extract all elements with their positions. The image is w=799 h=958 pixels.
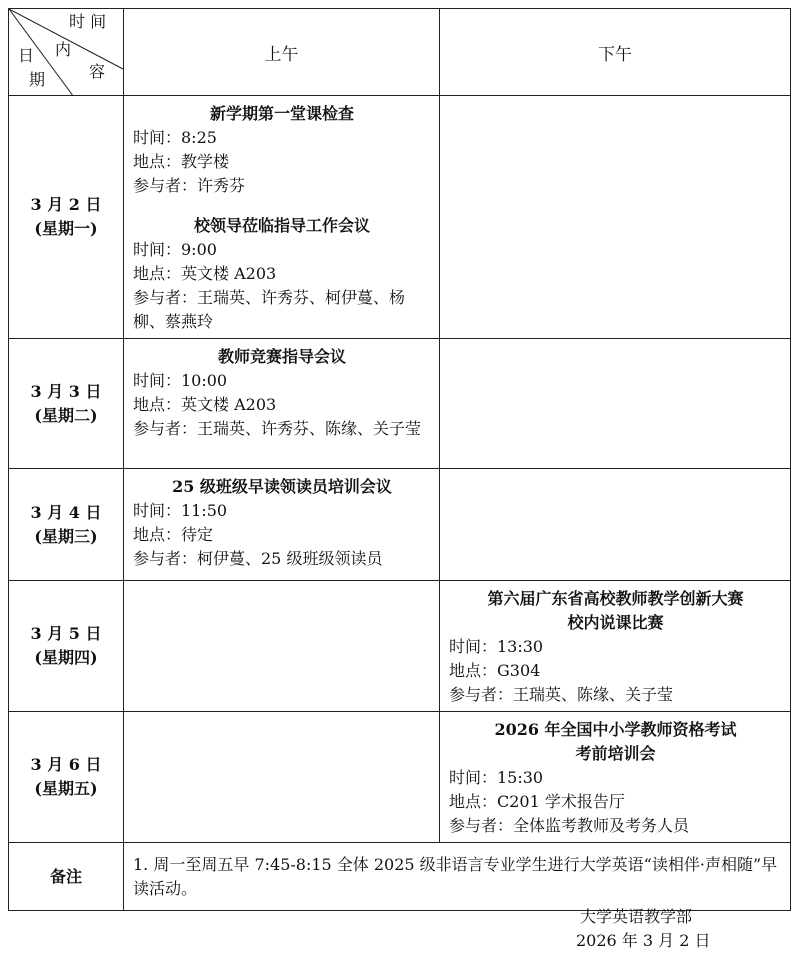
date-label: 3 月 5 日 bbox=[30, 624, 102, 643]
corner-content-label-2: 容 bbox=[89, 62, 106, 81]
event-place: 地点：教学楼 bbox=[133, 152, 230, 171]
remarks-row bbox=[9, 843, 791, 911]
morning-cell bbox=[124, 339, 440, 469]
afternoon-cell bbox=[440, 469, 791, 581]
date-cell bbox=[9, 469, 124, 581]
weekday-label: (星期五) bbox=[34, 779, 98, 798]
event-participants: 参与者：许秀芬 bbox=[133, 176, 246, 195]
event bbox=[449, 718, 782, 838]
event bbox=[133, 214, 431, 334]
event-title: 25 级班级早读领读员培训会议 bbox=[172, 477, 392, 496]
event-title-line-2: 考前培训会 bbox=[575, 744, 656, 763]
date-label: 3 月 3 日 bbox=[30, 381, 102, 401]
weekday-label: (星期一) bbox=[34, 219, 98, 238]
event-time: 时间：15:30 bbox=[449, 768, 544, 787]
day-row bbox=[9, 339, 791, 469]
corner-time-label: 时 间 bbox=[69, 12, 107, 31]
event-time: 时间：10:00 bbox=[133, 371, 228, 390]
date-cell bbox=[9, 712, 124, 843]
event-place: 地点：英文楼 A203 bbox=[133, 395, 277, 414]
event-participants: 参与者：王瑞英、陈缘、关子莹 bbox=[449, 685, 674, 704]
weekday-label: (星期二) bbox=[34, 405, 98, 425]
corner-cell bbox=[9, 9, 124, 96]
date-label: 3 月 2 日 bbox=[30, 195, 102, 214]
footer-department: 大学英语教学部 bbox=[580, 907, 693, 926]
event-title: 校领导莅临指导工作会议 bbox=[193, 216, 370, 235]
day-row bbox=[9, 96, 791, 339]
afternoon-cell bbox=[440, 339, 791, 469]
event bbox=[133, 475, 431, 571]
afternoon-cell bbox=[440, 96, 791, 339]
event bbox=[133, 102, 431, 198]
schedule-table bbox=[8, 8, 791, 911]
event-place: 地点：英文楼 A203 bbox=[133, 264, 277, 283]
corner-date-label-2: 期 bbox=[29, 70, 46, 89]
day-row bbox=[9, 469, 791, 581]
morning-cell bbox=[124, 96, 440, 339]
date-cell bbox=[9, 96, 124, 339]
event-title-line-2: 校内说课比赛 bbox=[567, 613, 664, 632]
event-place: 地点：C201 学术报告厅 bbox=[449, 792, 625, 811]
event-title-line-1: 第六届广东省高校教师教学创新大赛 bbox=[487, 589, 744, 608]
event-place: 地点：G304 bbox=[449, 661, 541, 680]
morning-cell bbox=[124, 469, 440, 581]
event-time: 时间：9:00 bbox=[133, 240, 217, 259]
remarks-text: 1. 周一至周五早 7:45-8:15 全体 2025 级非语言专业学生进行大学英语“读相伴·声相随”早读活动。 bbox=[124, 843, 791, 911]
morning-cell bbox=[124, 712, 440, 843]
remarks-label: 备注 bbox=[9, 843, 124, 911]
event-title: 新学期第一堂课检查 bbox=[209, 104, 354, 123]
date-cell bbox=[9, 581, 124, 712]
event-time: 时间：8:25 bbox=[133, 128, 217, 147]
event bbox=[449, 587, 782, 707]
morning-cell bbox=[124, 581, 440, 712]
day-row bbox=[9, 712, 791, 843]
date-cell bbox=[9, 339, 124, 469]
event-title-line-1: 2026 年全国中小学教师资格考试 bbox=[494, 720, 737, 739]
event-title: 教师竞赛指导会议 bbox=[217, 347, 346, 366]
event bbox=[133, 345, 431, 441]
event-time: 时间：11:50 bbox=[133, 501, 228, 520]
date-label: 3 月 4 日 bbox=[30, 502, 102, 522]
event-participants: 参与者：柯伊蔓、25 级班级领读员 bbox=[133, 549, 383, 568]
header-afternoon: 下午 bbox=[440, 9, 791, 96]
event-participants: 参与者：全体监考教师及考务人员 bbox=[449, 816, 690, 835]
event-place: 地点：待定 bbox=[133, 525, 214, 544]
corner-date-label-1: 日 bbox=[18, 46, 35, 65]
header-row bbox=[9, 9, 791, 96]
weekday-label: (星期三) bbox=[34, 526, 98, 546]
afternoon-cell bbox=[440, 581, 791, 712]
event-time: 时间：13:30 bbox=[449, 637, 544, 656]
day-row bbox=[9, 581, 791, 712]
event-participants: 参与者：王瑞英、许秀芬、陈缘、关子莹 bbox=[133, 419, 422, 438]
corner-content-label-1: 内 bbox=[55, 40, 72, 59]
afternoon-cell bbox=[440, 712, 791, 843]
header-morning: 上午 bbox=[124, 9, 440, 96]
footer-date: 2026 年 3 月 2 日 bbox=[576, 931, 711, 950]
event-participants: 参与者：王瑞英、许秀芬、柯伊蔓、杨柳、蔡燕玲 bbox=[133, 288, 406, 331]
date-label: 3 月 6 日 bbox=[30, 755, 102, 774]
weekday-label: (星期四) bbox=[34, 648, 98, 667]
